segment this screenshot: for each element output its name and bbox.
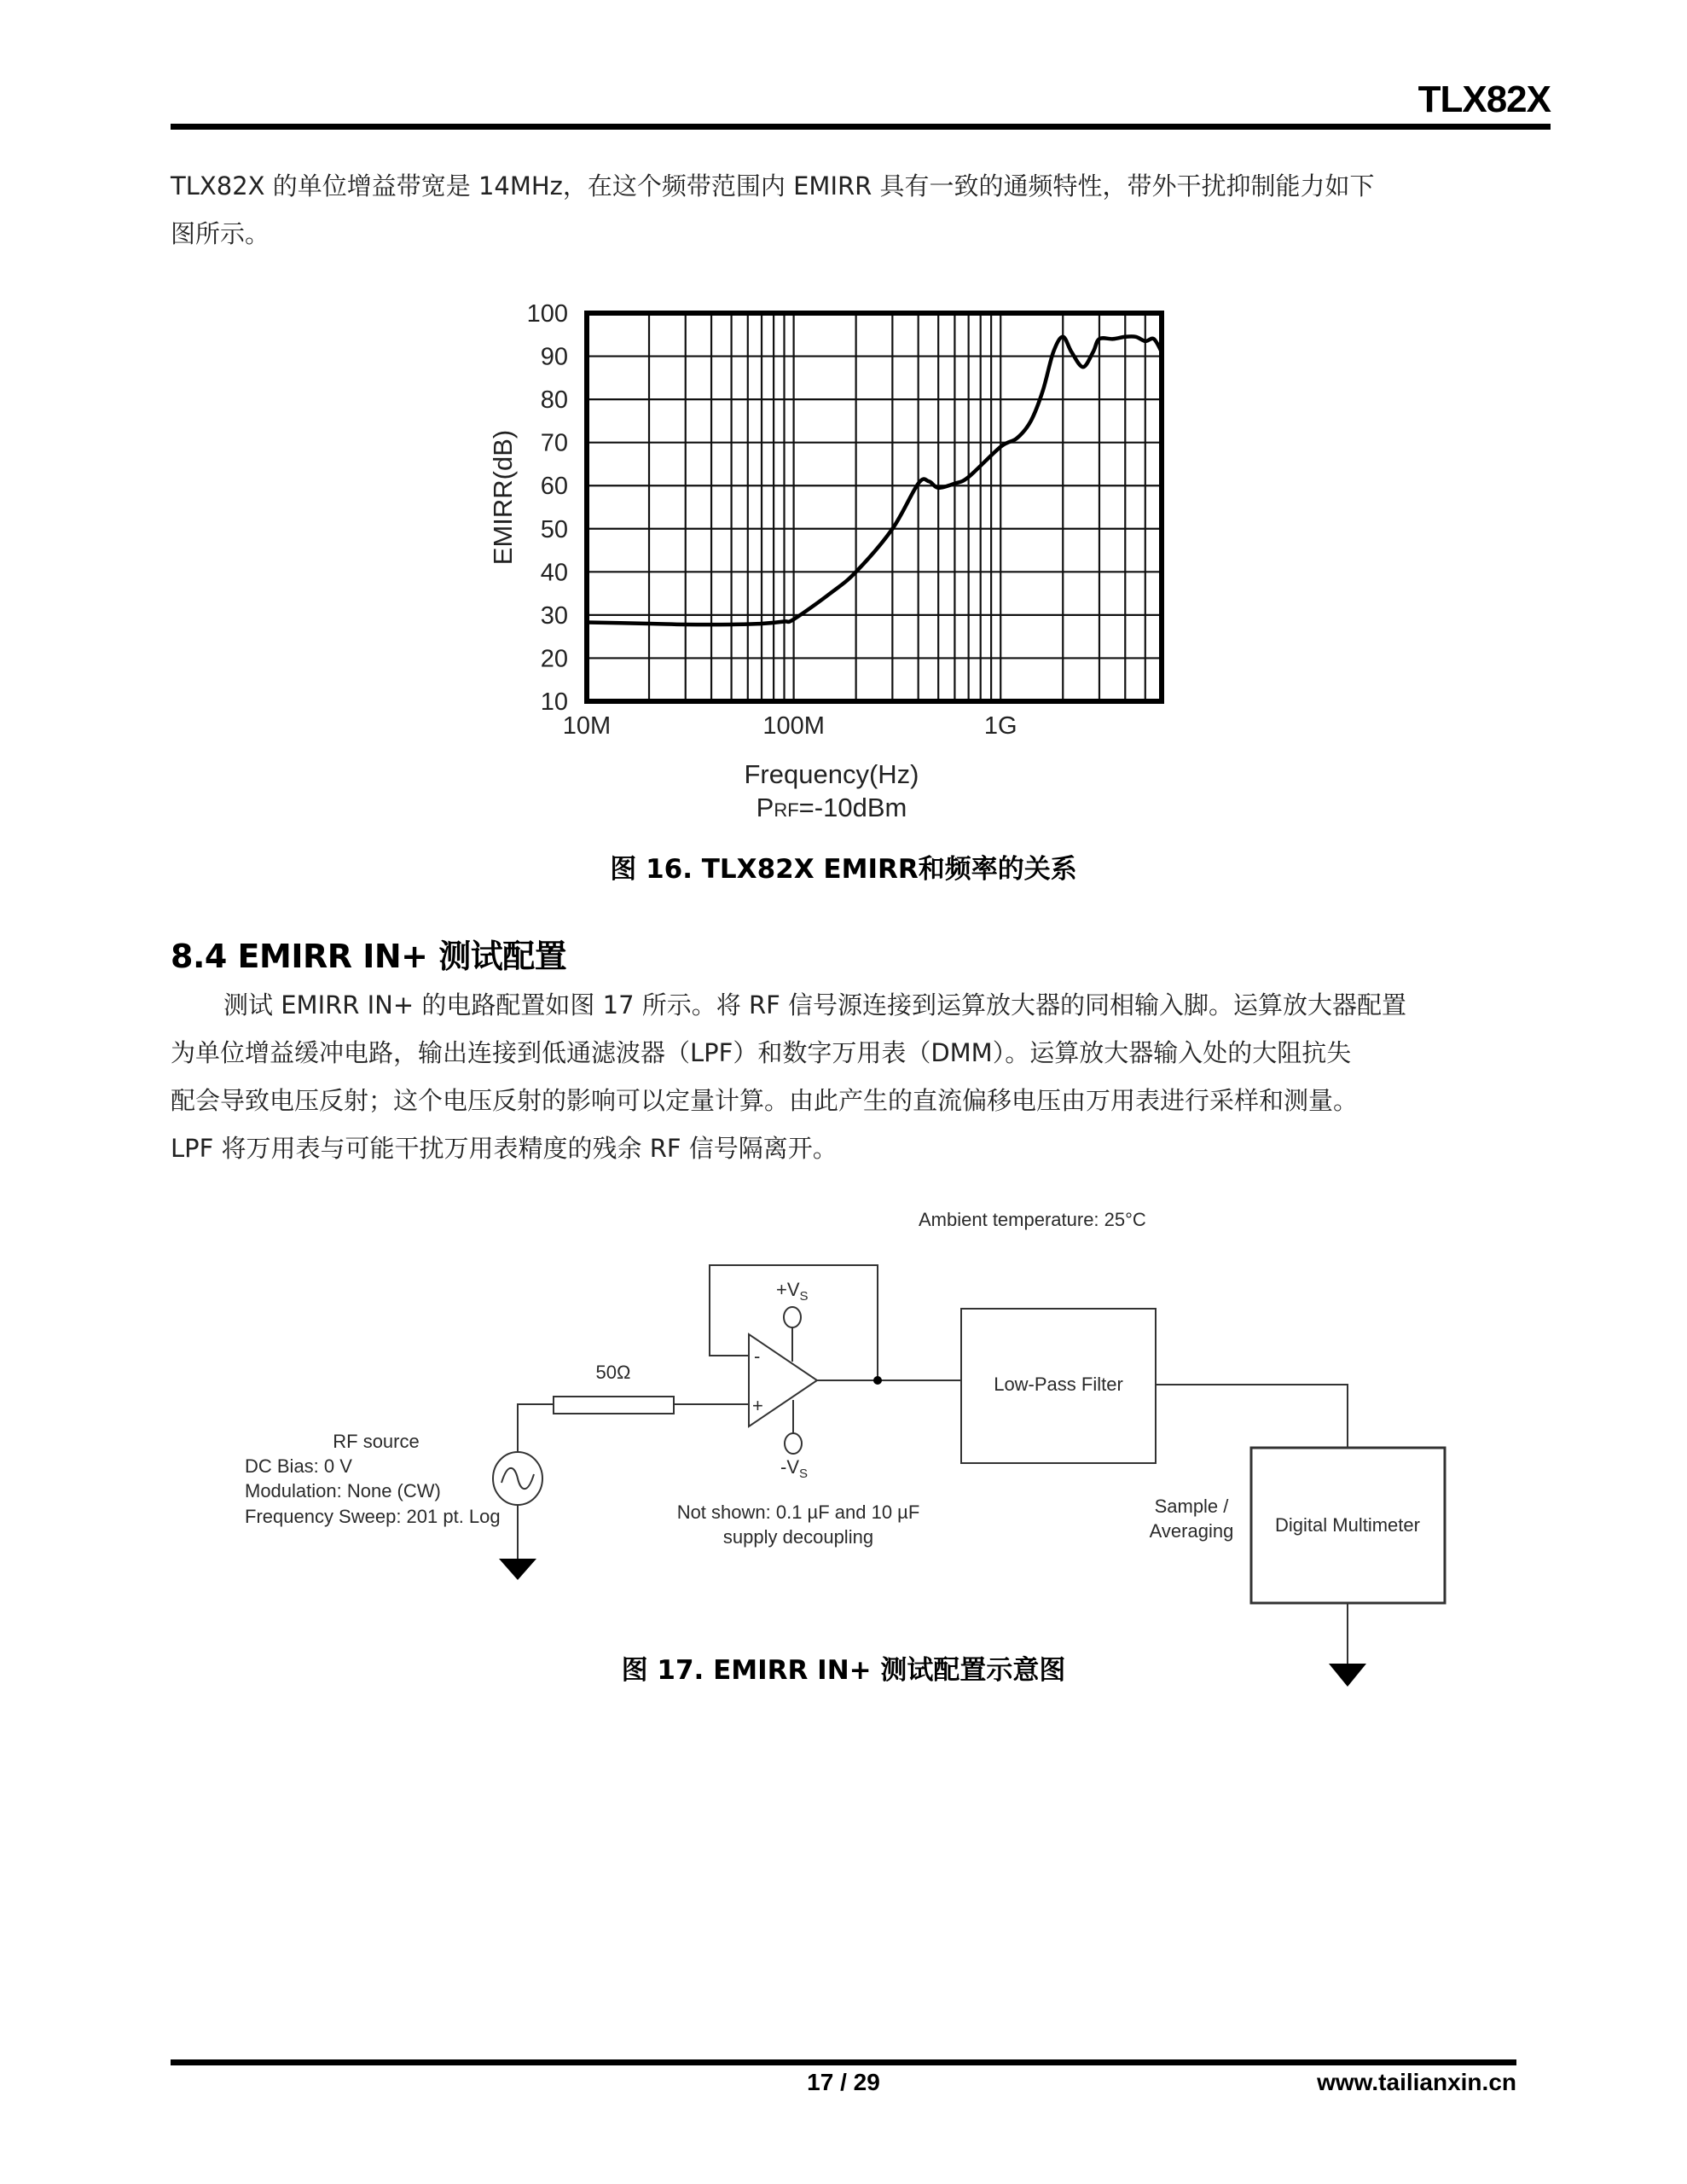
rf-dc-bias: DC Bias: 0 V: [245, 1455, 352, 1477]
x-axis-note: [757, 793, 907, 822]
intro-line-1: TLX82X 的单位增益带宽是 14MHz，在这个频带范围内 EMIRR 具有一致的通频特性，带外干扰抑制能力如下: [171, 171, 1375, 200]
positive-supply-terminal-icon: [784, 1307, 801, 1327]
section-line-3: 配会导致电压反射；这个电压反射的影响可以定量计算。由此产生的直流偏移电压由万用表进行采样和测量。: [171, 1086, 1359, 1115]
y-tick-label: 100: [526, 300, 568, 328]
sample-averaging-line-1: Sample /: [1154, 1496, 1229, 1517]
y-tick-label: 50: [540, 515, 568, 543]
emirr-test-circuit-diagram: [0, 1177, 1687, 1723]
x-tick-label: 100M: [762, 712, 825, 740]
website-link[interactable]: www.tailianxin.cn: [1317, 2069, 1516, 2095]
lpf-to-dmm-wire: [1156, 1385, 1348, 1448]
positive-supply-label: $+V_S$: [776, 1279, 809, 1304]
source-wire: [518, 1404, 554, 1452]
inverting-input-sign: -: [754, 1345, 761, 1367]
section-paragraph: [171, 981, 1518, 1172]
resistor-label: 50Ω: [595, 1362, 631, 1383]
chart-grid: [587, 313, 1162, 701]
note-prefix: P: [756, 793, 774, 822]
negative-supply-terminal-icon: [785, 1433, 802, 1454]
figure-17-caption: 图 17. EMIRR IN+ 测试配置示意图: [621, 1655, 1066, 1686]
x-axis-label: Frequency(Hz): [744, 759, 919, 789]
section-heading: 8.4 EMIRR IN+ 测试配置: [171, 938, 567, 975]
junction-dot: [873, 1376, 882, 1385]
section-line-1: 测试 EMIRR IN+ 的电路配置如图 17 所示。将 RF 信号源连接到运算放大器的同相输入脚。运算放大器配置: [223, 990, 1407, 1019]
y-tick-label: 60: [540, 473, 568, 501]
y-tick-label: 80: [540, 386, 568, 415]
y-tick-label: 70: [540, 429, 568, 457]
figure-16-caption: 图 16. TLX82X EMIRR和频率的关系: [610, 854, 1077, 885]
footer-rule: [171, 2059, 1516, 2065]
rf-modulation: Modulation: None (CW): [245, 1480, 441, 1502]
note-subscript: RF: [774, 799, 799, 821]
y-tick-label: 20: [540, 645, 568, 673]
ambient-temperature-label: Ambient temperature: 25°C: [919, 1209, 1146, 1230]
decoupling-note-line-1: Not shown: 0.1 µF and 10 µF: [676, 1502, 920, 1523]
y-tick-label: 90: [540, 343, 568, 371]
digital-multimeter-label: Digital Multimeter: [1275, 1514, 1420, 1536]
emirr-curve-line: [587, 336, 1162, 624]
y-tick-label: 10: [540, 688, 568, 716]
y-tick-label: 40: [540, 559, 568, 587]
y-tick-label: 30: [540, 601, 568, 630]
sample-averaging-line-2: Averaging: [1149, 1520, 1234, 1542]
low-pass-filter-label: Low-Pass Filter: [994, 1374, 1123, 1395]
x-tick-label: 1G: [983, 712, 1017, 740]
plot-frame: [587, 313, 1162, 701]
x-tick-label: 10M: [562, 712, 612, 740]
ground-icon: [499, 1559, 536, 1580]
page-number: 17 / 29: [807, 2069, 880, 2095]
negative-supply-label: $-V_S$: [780, 1456, 809, 1481]
y-tick-labels: [527, 300, 568, 716]
decoupling-note-line-2: supply decoupling: [722, 1526, 874, 1548]
noninverting-input-sign: +: [752, 1395, 763, 1416]
intro-line-2: 图所示。: [171, 219, 270, 248]
section-line-4: LPF 将万用表与可能干扰万用表精度的残余 RF 信号隔离开。: [171, 1134, 838, 1163]
document-title: TLX82X: [1417, 78, 1551, 120]
rf-frequency-sweep: Frequency Sweep: 201 pt. Log: [245, 1506, 501, 1527]
note-rest: =-10dBm: [798, 793, 907, 822]
section-line-2: 为单位增益缓冲电路，输出连接到低通滤波器（LPF）和数字万用表（DMM）。运算放大器输入处的大阻抗失: [171, 1038, 1352, 1067]
rf-source-title: RF source: [333, 1431, 420, 1452]
resistor-50-ohm-icon: [554, 1397, 674, 1414]
emirr-frequency-chart: [0, 0, 1687, 853]
x-tick-labels: [563, 712, 1017, 740]
y-axis-label: EMIRR(dB): [488, 429, 518, 566]
